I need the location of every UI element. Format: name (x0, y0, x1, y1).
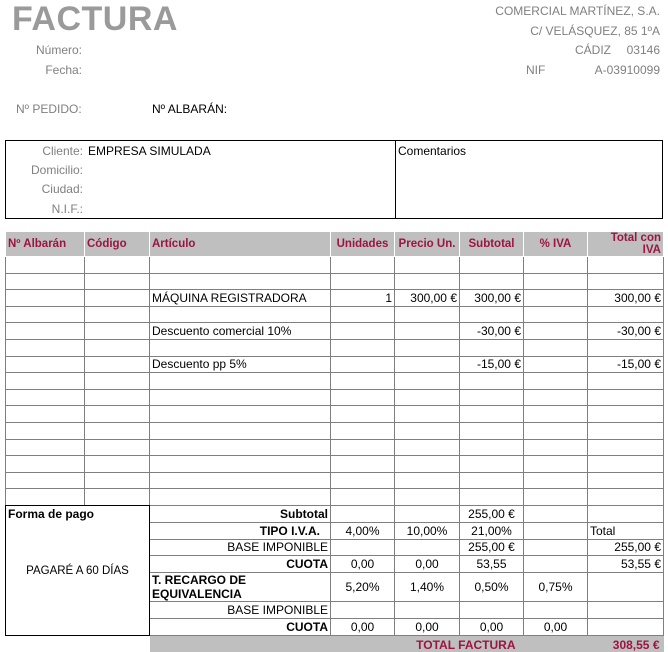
cell-subtotal (460, 422, 524, 439)
cuota-total: 53,55 € (588, 556, 664, 573)
cell-articulo (150, 257, 331, 274)
cell-iva (524, 273, 588, 290)
cell-unidades (331, 439, 395, 456)
cell-codigo (85, 406, 150, 423)
cell-articulo (150, 389, 331, 406)
cell-total-iva: -30,00 € (588, 323, 664, 340)
cell-iva (524, 373, 588, 390)
cell-subtotal: -30,00 € (460, 323, 524, 340)
cell-unidades (331, 422, 395, 439)
cell-iva (524, 439, 588, 456)
forma-pago-label: Forma de pago (8, 507, 95, 521)
cuota2-3: 0,00 (460, 618, 524, 635)
recargo-2: 1,40% (395, 573, 460, 602)
table-row (6, 306, 664, 323)
cell-codigo (85, 306, 150, 323)
cell-articulo (150, 306, 331, 323)
cell-codigo (85, 422, 150, 439)
cell-iva (524, 356, 588, 373)
cell-subtotal (460, 257, 524, 274)
cell-total-iva (588, 373, 664, 390)
cell-iva (524, 406, 588, 423)
recargo-1: 5,20% (331, 573, 395, 602)
table-row (6, 356, 664, 373)
table-row (6, 323, 664, 340)
cell-iva (524, 323, 588, 340)
cell-unidades: 1 (331, 290, 395, 307)
cell-albaran (6, 456, 85, 473)
base-imponible-21: 255,00 € (460, 539, 524, 556)
col-header-total-iva: Total con IVA (588, 232, 664, 257)
nif-value: A-03910099 (594, 63, 660, 77)
pedido-label: Nº PEDIDO: (16, 102, 82, 116)
base-imponible-2-label: BASE IMPONIBLE (150, 602, 331, 619)
base-imponible-total: 255,00 € (588, 539, 664, 556)
cell-subtotal (460, 306, 524, 323)
cell-iva (524, 472, 588, 489)
cell-albaran (6, 489, 85, 506)
cell-articulo (150, 273, 331, 290)
cell-total-iva: -15,00 € (588, 356, 664, 373)
cell-codigo (85, 472, 150, 489)
subtotal-label: Subtotal (150, 506, 331, 523)
cell-albaran (6, 422, 85, 439)
cell-articulo (150, 456, 331, 473)
recargo-4: 0,75% (524, 573, 588, 602)
company-city: CÁDIZ (575, 43, 611, 57)
forma-pago-value: PAGARÉ A 60 DÍAS (26, 565, 129, 577)
tipo-iva-10: 10,00% (395, 522, 460, 539)
cliente-label: Cliente: (42, 144, 83, 158)
cell-unidades (331, 472, 395, 489)
table-row (6, 406, 664, 423)
cell-subtotal (460, 489, 524, 506)
summary-table (5, 505, 664, 652)
client-divider (395, 140, 396, 219)
cell-iva (524, 290, 588, 307)
cell-unidades (331, 356, 395, 373)
invoice-title: FACTURA (12, 0, 178, 38)
table-row (6, 422, 664, 439)
cell-albaran (6, 472, 85, 489)
cell-albaran (6, 373, 85, 390)
cell-total-iva (588, 472, 664, 489)
cell-codigo (85, 339, 150, 356)
cell-articulo (150, 439, 331, 456)
cell-albaran (6, 273, 85, 290)
table-row (6, 290, 664, 307)
tipo-iva-21: 21,00% (460, 522, 524, 539)
col-header-precio: Precio Un. (395, 232, 460, 257)
cell-subtotal (460, 472, 524, 489)
cell-albaran (6, 290, 85, 307)
table-row (6, 489, 664, 506)
cuota-21: 53,55 (460, 556, 524, 573)
cell-iva (524, 257, 588, 274)
col-header-subtotal: Subtotal (460, 232, 524, 257)
cell-unidades (331, 456, 395, 473)
cell-articulo (150, 406, 331, 423)
cell-iva (524, 422, 588, 439)
cell-total-iva (588, 273, 664, 290)
table-row (6, 273, 664, 290)
cell-subtotal (460, 406, 524, 423)
cell-codigo (85, 323, 150, 340)
domicilio-label: Domicilio: (30, 163, 83, 177)
cell-codigo (85, 273, 150, 290)
cell-precio (395, 489, 460, 506)
col-header-albaran: Nº Albarán (6, 232, 85, 257)
cell-codigo (85, 356, 150, 373)
cell-codigo (85, 489, 150, 506)
cell-albaran (6, 339, 85, 356)
cell-iva (524, 456, 588, 473)
cell-total-iva (588, 257, 664, 274)
recargo-label: T. RECARGO DE EQUIVALENCIA (150, 573, 331, 602)
client-nif-label: N.I.F.: (51, 202, 83, 216)
numero-label: Número: (35, 43, 82, 57)
cell-precio: 300,00 € (395, 290, 460, 307)
cuota2-2: 0,00 (395, 618, 460, 635)
cell-subtotal (460, 456, 524, 473)
cell-total-iva (588, 306, 664, 323)
cell-unidades (331, 273, 395, 290)
items-table (5, 231, 664, 506)
cell-iva (524, 489, 588, 506)
cell-unidades (331, 389, 395, 406)
cell-unidades (331, 489, 395, 506)
nif-label: NIF (526, 63, 546, 77)
cell-unidades (331, 373, 395, 390)
ciudad-label: Ciudad: (41, 182, 83, 196)
recargo-3: 0,50% (460, 573, 524, 602)
cuota-2-label: CUOTA (150, 618, 331, 635)
cell-precio (395, 339, 460, 356)
cell-total-iva (588, 422, 664, 439)
col-header-codigo: Código (85, 232, 150, 257)
table-row (6, 373, 664, 390)
cell-codigo (85, 257, 150, 274)
cell-precio (395, 373, 460, 390)
company-address: C/ VELÁSQUEZ, 85 1ºA (530, 24, 660, 38)
cell-precio (395, 323, 460, 340)
cell-articulo: Descuento pp 5% (150, 356, 331, 373)
cell-unidades (331, 257, 395, 274)
forma-pago-cell (6, 506, 150, 636)
cell-unidades (331, 339, 395, 356)
cell-albaran (6, 439, 85, 456)
cell-subtotal: -15,00 € (460, 356, 524, 373)
cell-codigo (85, 290, 150, 307)
cell-articulo (150, 422, 331, 439)
cuota2-1: 0,00 (331, 618, 395, 635)
table-row (6, 439, 664, 456)
cell-total-iva (588, 456, 664, 473)
cuota-label: CUOTA (150, 556, 331, 573)
cell-subtotal (460, 439, 524, 456)
total-col-label: Total (588, 522, 664, 539)
cell-albaran (6, 356, 85, 373)
cell-subtotal (460, 389, 524, 406)
cell-precio (395, 456, 460, 473)
cell-codigo (85, 373, 150, 390)
cell-iva (524, 389, 588, 406)
cell-total-iva (588, 489, 664, 506)
cuota2-4: 0,00 (524, 618, 588, 635)
cell-unidades (331, 406, 395, 423)
cell-precio (395, 439, 460, 456)
cell-albaran (6, 306, 85, 323)
col-header-iva: % IVA (524, 232, 588, 257)
total-factura-value: 308,55 € (612, 637, 660, 652)
cell-precio (395, 273, 460, 290)
cell-total-iva (588, 406, 664, 423)
comentarios-label: Comentarios (398, 144, 467, 158)
cell-precio (395, 406, 460, 423)
cell-iva (524, 306, 588, 323)
cell-precio (395, 257, 460, 274)
cell-albaran (6, 406, 85, 423)
cell-albaran (6, 257, 85, 274)
cell-total-iva: 300,00 € (588, 290, 664, 307)
cell-subtotal (460, 339, 524, 356)
cell-precio (395, 356, 460, 373)
cell-precio (395, 472, 460, 489)
cell-albaran (6, 323, 85, 340)
cell-total-iva (588, 339, 664, 356)
subtotal-value: 255,00 € (460, 506, 524, 523)
company-name: COMERCIAL MARTÍNEZ, S.A. (495, 4, 660, 18)
cuota-4: 0,00 (331, 556, 395, 573)
cell-codigo (85, 389, 150, 406)
total-factura-label: TOTAL FACTURA (416, 637, 516, 652)
col-header-articulo: Artículo (150, 232, 331, 257)
cuota-10: 0,00 (395, 556, 460, 573)
cell-codigo (85, 456, 150, 473)
cell-articulo (150, 489, 331, 506)
col-header-unidades: Unidades (331, 232, 395, 257)
cell-codigo (85, 439, 150, 456)
items-header-row (6, 232, 664, 257)
table-row (6, 456, 664, 473)
cell-precio (395, 306, 460, 323)
cell-subtotal: 300,00 € (460, 290, 524, 307)
cell-articulo: MÁQUINA REGISTRADORA (150, 290, 331, 307)
cell-articulo: Descuento comercial 10% (150, 323, 331, 340)
cell-articulo (150, 339, 331, 356)
cell-total-iva (588, 389, 664, 406)
table-row (6, 389, 664, 406)
cliente-value: EMPRESA SIMULADA (88, 144, 211, 158)
table-row (6, 472, 664, 489)
tipo-iva-4: 4,00% (331, 522, 395, 539)
table-row (6, 257, 664, 274)
cell-articulo (150, 472, 331, 489)
fecha-label: Fecha: (45, 63, 82, 77)
cell-albaran (6, 389, 85, 406)
table-row (6, 339, 664, 356)
cell-unidades (331, 306, 395, 323)
tipo-iva-label: TIPO I.V.A. (150, 522, 331, 539)
cell-precio (395, 389, 460, 406)
cell-subtotal (460, 273, 524, 290)
cell-articulo (150, 373, 331, 390)
cell-total-iva (588, 439, 664, 456)
company-zip: 03146 (626, 43, 660, 57)
albaran-label: Nº ALBARÁN: (152, 102, 228, 116)
cell-iva (524, 339, 588, 356)
base-imponible-label: BASE IMPONIBLE (150, 539, 331, 556)
cell-subtotal (460, 373, 524, 390)
cell-precio (395, 422, 460, 439)
cell-unidades (331, 323, 395, 340)
